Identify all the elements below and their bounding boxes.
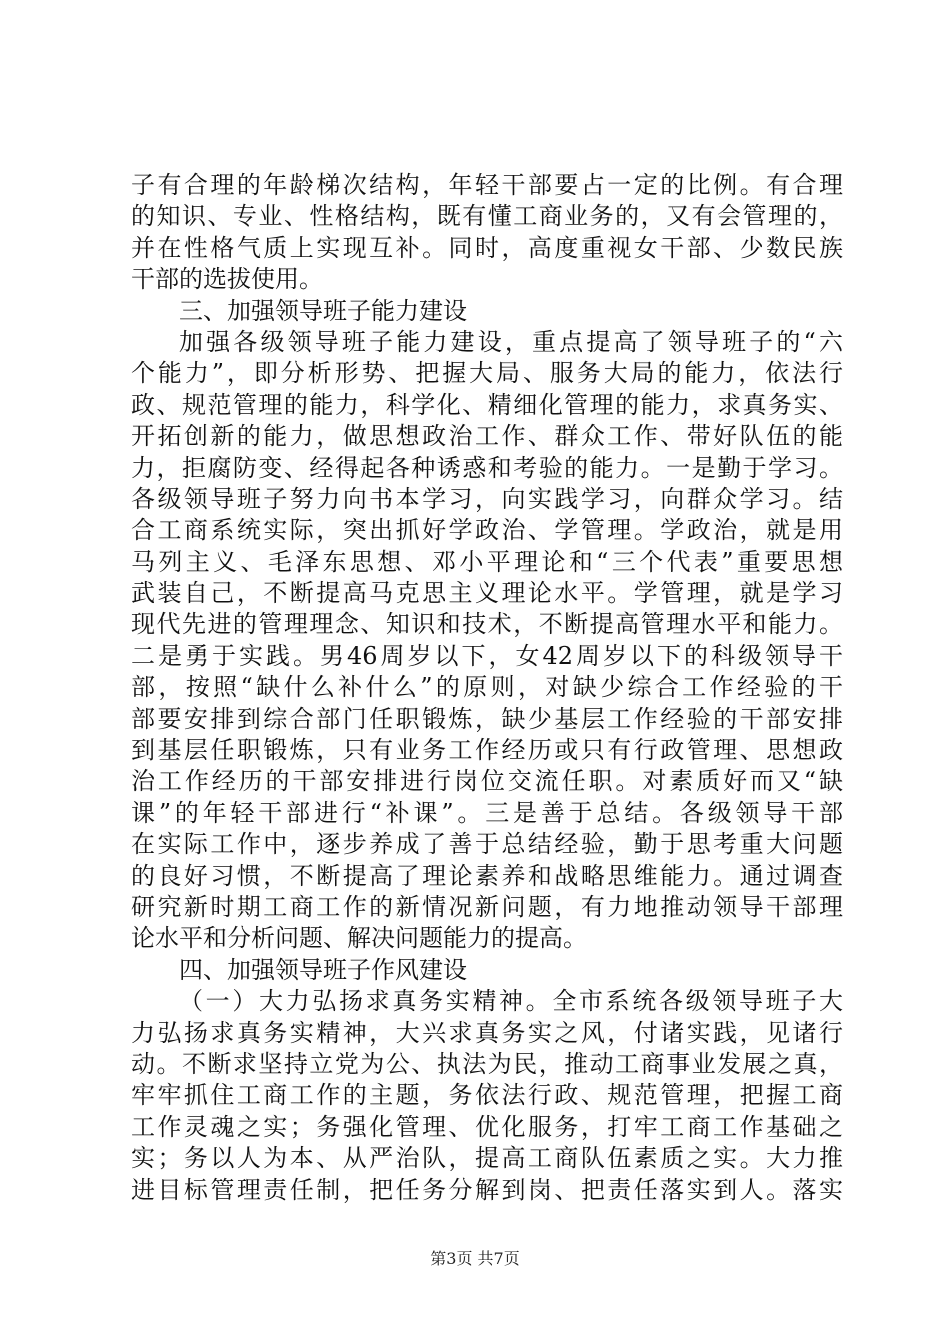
text-line: 论水平和分析问题、解决问题能力的提高。: [131, 924, 587, 953]
text-line: 干部的选拔使用。: [131, 265, 323, 294]
text-line: （一）大力弘扬求真务实精神。全市系统各级领导班子大: [179, 987, 843, 1016]
text-line: 的知识、专业、性格结构，既有懂工商业务的，又有会管理的，: [131, 202, 843, 231]
text-line: 各级领导班子努力向书本学习，向实践学习，向群众学习。结: [131, 484, 843, 513]
text-line: 政、规范管理的能力，科学化、精细化管理的能力，求真务实、: [131, 390, 843, 419]
text-line: 研究新时期工商工作的新情况新问题，有力地推动领导干部理: [131, 892, 843, 921]
text-line: 现代先进的管理理念、知识和技术，不断提高管理水平和能力。: [131, 610, 843, 639]
text-line: 工作灵魂之实；务强化管理、优化服务，打牢工商工作基础之: [131, 1112, 843, 1141]
section-heading: 三、加强领导班子能力建设: [179, 296, 467, 325]
text-line: 力，拒腐防变、经得起各种诱惑和考验的能力。一是勤于学习。: [131, 453, 843, 482]
text-line: 二是勇于实践。男46周岁以下，女42周岁以下的科级领导干: [131, 641, 843, 670]
text-line: 个能力”，即分析形势、把握大局、服务大局的能力，依法行: [131, 359, 843, 388]
document-body: [131, 170, 843, 1206]
text-line: 加强各级领导班子能力建设，重点提高了领导班子的“六: [179, 327, 843, 356]
text-line: 合工商系统实际，突出抓好学政治、学管理。学政治，就是用: [131, 516, 843, 545]
text-line: 力弘扬求真务实精神，大兴求真务实之风，付诸实践，见诸行: [131, 1018, 843, 1047]
text-line: 进目标管理责任制，把任务分解到岗、把责任落实到人。落实: [131, 1175, 843, 1204]
text-line: 牢牢抓住工商工作的主题，务依法行政、规范管理，把握工商: [131, 1081, 843, 1110]
text-line: 武装自己，不断提高马克思主义理论水平。学管理，就是学习: [131, 579, 843, 608]
text-line: 实；务以人为本、从严治队，提高工商队伍素质之实。大力推: [131, 1144, 843, 1173]
text-line: 动。不断求坚持立党为公、执法为民，推动工商事业发展之真，: [131, 1049, 843, 1078]
text-line: 并在性格气质上实现互补。同时，高度重视女干部、少数民族: [131, 233, 843, 262]
text-line: 在实际工作中，逐步养成了善于总结经验，勤于思考重大问题: [131, 830, 843, 859]
section-heading: 四、加强领导班子作风建设: [179, 955, 467, 984]
page-number: 第3页 共7页: [430, 1249, 520, 1268]
text-line: 到基层任职锻炼，只有业务工作经历或只有行政管理、思想政: [131, 736, 843, 765]
text-line: 课”的年轻干部进行“补课”。三是善于总结。各级领导干部: [131, 798, 843, 827]
text-line: 部，按照“缺什么补什么”的原则，对缺少综合工作经验的干: [131, 673, 843, 702]
text-line: 部要安排到综合部门任职锻炼，缺少基层工作经验的干部安排: [131, 704, 843, 733]
text-line: 的良好习惯，不断提高了理论素养和战略思维能力。通过调查: [131, 861, 843, 890]
text-line: 开拓创新的能力，做思想政治工作、群众工作、带好队伍的能: [131, 422, 843, 451]
text-line: 马列主义、毛泽东思想、邓小平理论和“三个代表”重要思想: [131, 547, 843, 576]
text-line: 子有合理的年龄梯次结构，年轻干部要占一定的比例。有合理: [131, 171, 843, 199]
text-line: 治工作经历的干部安排进行岗位交流任职。对素质好而又“缺: [131, 767, 843, 796]
